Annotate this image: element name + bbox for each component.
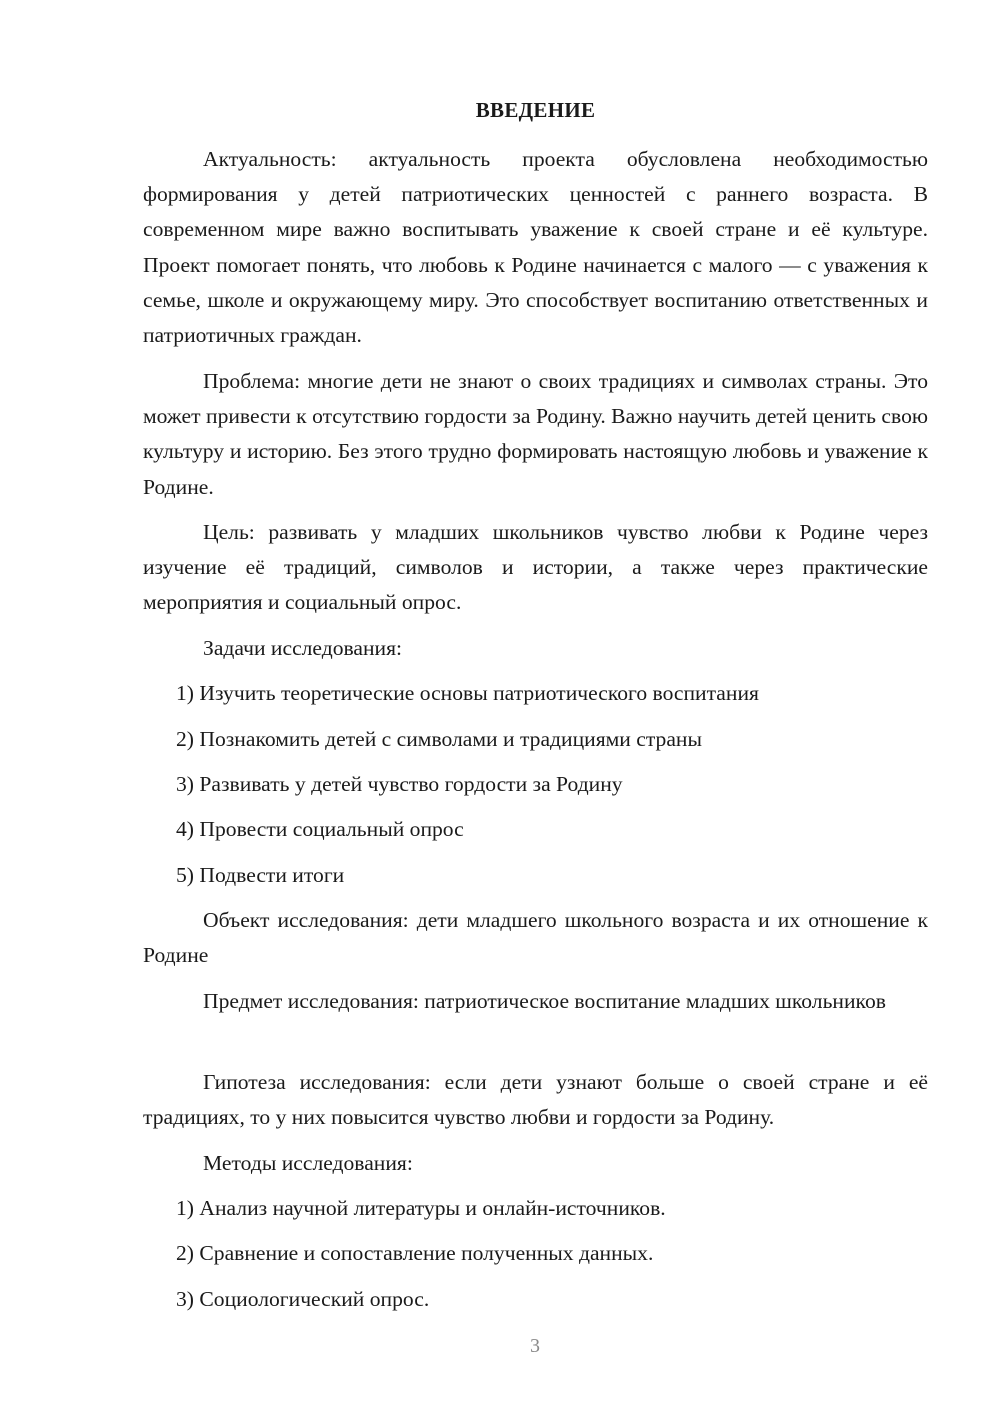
task-item-4: 4) Провести социальный опрос: [176, 817, 464, 841]
task-item-2: 2) Познакомить детей с символами и традициями страны: [176, 727, 702, 751]
goal-paragraph: Цель: развивать у младших школьников чувство любви к Родине через изучение её традиций, символов и истории, а также через практические мероприятия и социальный опрос.: [143, 520, 928, 615]
hypothesis-paragraph: Гипотеза исследования: если дети узнают больше о своей стране и её традициях, то у них повысится чувство любви и гордости за Родину.: [143, 1070, 928, 1130]
method-item-2: 2) Сравнение и сопоставление полученных данных.: [176, 1241, 654, 1265]
task-item-3: 3) Развивать у детей чувство гордости за Родину: [176, 772, 623, 796]
tasks-heading: Задачи исследования:: [203, 636, 403, 660]
relevance-paragraph: Актуальность: актуальность проекта обусловлена необходимостью формирования у детей патриотических ценностей с раннего возраста. В современном мире важно воспитывать уважение к своей стране и её культуре. Проект помогает понять, что любовь к Родине начинается с малого — с уважения к семье, школе и окружающему миру. Это способствует воспитанию ответственных и патриотичных граждан.: [143, 147, 928, 348]
method-item-1: 1) Анализ научной литературы и онлайн-источников.: [176, 1196, 666, 1220]
object-paragraph: Объект исследования: дети младшего школьного возраста и их отношение к Родине: [143, 908, 928, 968]
method-item-3: 3) Социологический опрос.: [176, 1287, 430, 1311]
page-number: 3: [530, 1335, 540, 1357]
page-title: ВВЕДЕНИЕ: [475, 98, 596, 122]
task-item-1: 1) Изучить теоретические основы патриотического воспитания: [176, 681, 759, 705]
subject-paragraph: Предмет исследования: патриотическое воспитание младших школьников: [203, 989, 886, 1013]
methods-heading: Методы исследования:: [203, 1151, 413, 1175]
problem-paragraph: Проблема: многие дети не знают о своих традициях и символах страны. Это может привести к отсутствию гордости за Родину. Важно научить детей ценить свою культуру и историю. Без этого трудно формировать настоящую любовь и уважение к Родине.: [143, 369, 928, 499]
task-item-5: 5) Подвести итоги: [176, 863, 345, 887]
